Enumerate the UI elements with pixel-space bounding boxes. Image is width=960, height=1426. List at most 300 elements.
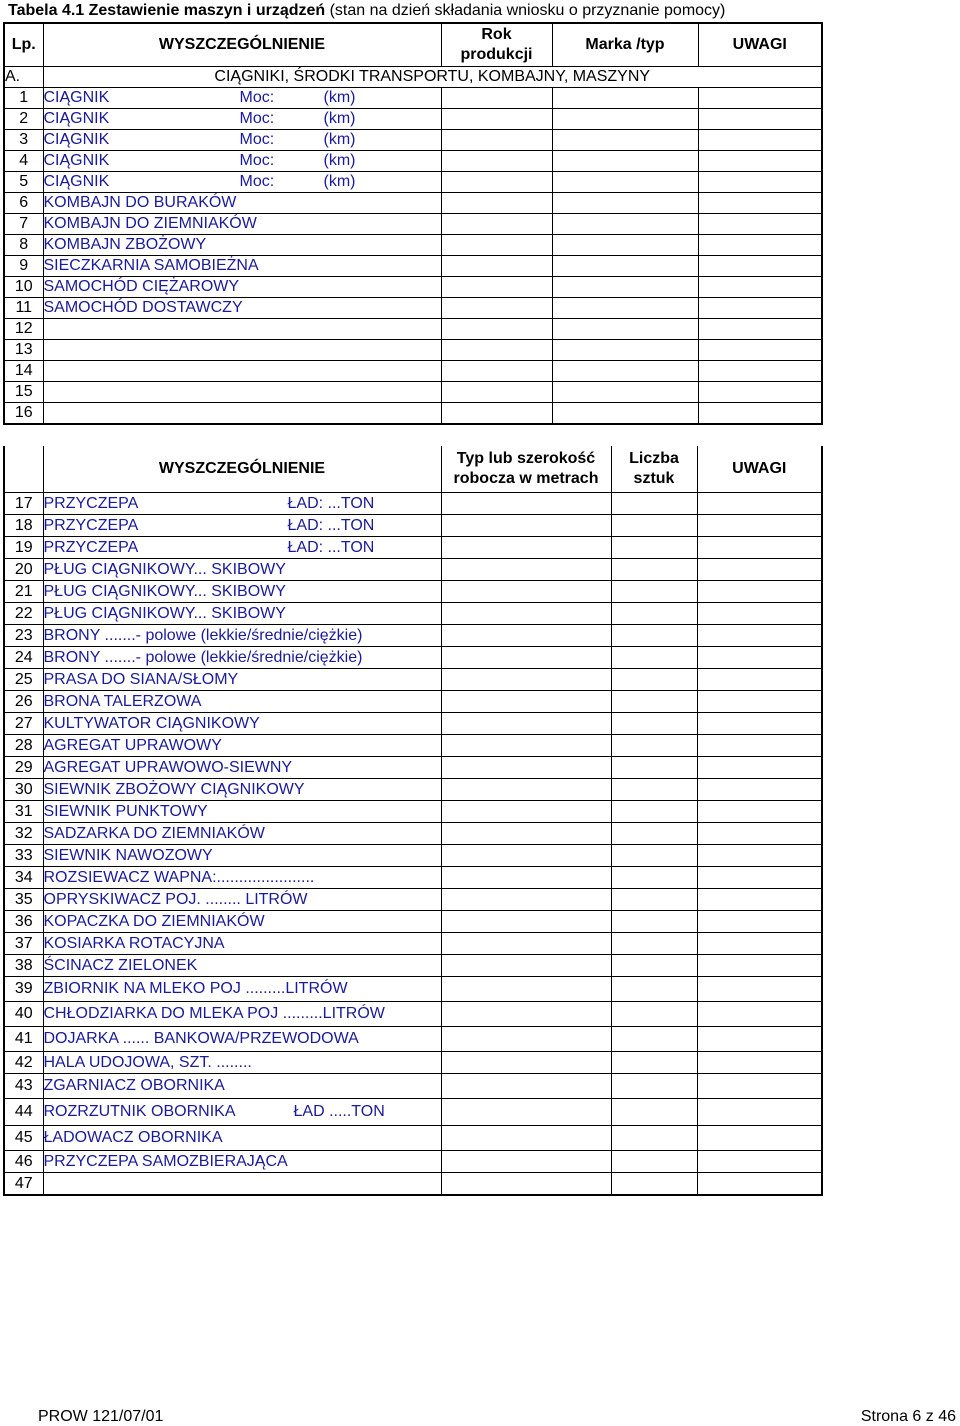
row-liczba[interactable] — [611, 1173, 697, 1196]
row-item — [43, 1151, 441, 1173]
row-uwagi[interactable] — [698, 214, 822, 235]
item-name: KOMBAJN ZBOŻOWY — [43, 236, 207, 253]
row-item — [43, 647, 441, 669]
item-name: AGREGAT UPRAWOWY — [43, 736, 222, 754]
row-number: 22 — [4, 603, 43, 625]
table-row — [4, 493, 822, 515]
row-uwagi[interactable] — [697, 581, 822, 603]
row-uwagi[interactable] — [697, 735, 822, 757]
table-row — [4, 1002, 822, 1027]
row-item — [43, 757, 441, 779]
item-name: KOMBAJN DO ZIEMNIAKÓW — [43, 215, 257, 232]
row-number: 44 — [4, 1099, 43, 1126]
row-liczba[interactable] — [611, 581, 697, 603]
row-item — [43, 1027, 441, 1052]
row-number: 11 — [4, 298, 43, 319]
row-rok-produkcji[interactable] — [441, 403, 552, 425]
row-item — [43, 1074, 441, 1099]
item-name: AGREGAT UPRAWOWO-SIEWNY — [43, 758, 293, 776]
row-uwagi[interactable] — [697, 801, 822, 823]
row-item — [43, 845, 441, 867]
row-marka-typ[interactable] — [552, 151, 698, 172]
row-typ[interactable] — [441, 779, 611, 801]
row-marka-typ[interactable] — [552, 130, 698, 151]
row-liczba[interactable] — [611, 537, 697, 559]
item-name: KULTYWATOR CIĄGNIKOWY — [43, 714, 260, 732]
row-liczba[interactable] — [611, 889, 697, 911]
row-item — [43, 801, 441, 823]
item-name: OPRYSKIWACZ POJ. ........ LITRÓW — [43, 890, 308, 908]
row-typ[interactable] — [441, 537, 611, 559]
row-marka-typ[interactable] — [552, 88, 698, 109]
row-liczba[interactable] — [611, 977, 697, 1002]
item-name: ZBIORNIK NA MLEKO POJ .........LITRÓW — [43, 980, 348, 997]
row-typ[interactable] — [441, 713, 611, 735]
item-param: Moc: — [239, 89, 275, 106]
row-rok-produkcji[interactable] — [441, 382, 552, 403]
row-typ[interactable] — [441, 735, 611, 757]
item-name: CIĄGNIK — [43, 110, 110, 127]
table-row — [4, 109, 822, 130]
row-uwagi[interactable] — [698, 172, 822, 193]
row-typ[interactable] — [441, 867, 611, 889]
row-number: 20 — [4, 559, 43, 581]
table-row — [4, 130, 822, 151]
row-liczba[interactable] — [611, 779, 697, 801]
row-item — [43, 256, 441, 277]
table-row — [4, 845, 822, 867]
header2-liczba: Liczba sztuk — [611, 446, 697, 493]
row-rok-produkcji[interactable] — [441, 235, 552, 256]
row-typ[interactable] — [441, 1099, 611, 1126]
table-row — [4, 757, 822, 779]
row-uwagi[interactable] — [697, 669, 822, 691]
row-uwagi[interactable] — [698, 382, 822, 403]
item-param: Moc: — [239, 173, 275, 190]
row-uwagi[interactable] — [697, 845, 822, 867]
table-row — [4, 361, 822, 382]
item-name: ZGARNIACZ OBORNIKA — [43, 1077, 225, 1094]
row-marka-typ[interactable] — [552, 277, 698, 298]
row-uwagi[interactable] — [697, 1074, 822, 1099]
row-number: 46 — [4, 1151, 43, 1173]
row-liczba[interactable] — [611, 735, 697, 757]
table-row — [4, 581, 822, 603]
row-liczba[interactable] — [611, 1099, 697, 1126]
row-uwagi[interactable] — [697, 977, 822, 1002]
row-rok-produkcji[interactable] — [441, 361, 552, 382]
item-unit: (km) — [323, 173, 356, 190]
item-name: SIECZKARNIA SAMOBIEŻNA — [43, 257, 259, 274]
row-typ[interactable] — [441, 1074, 611, 1099]
row-uwagi[interactable] — [697, 779, 822, 801]
row-uwagi[interactable] — [698, 109, 822, 130]
item-name: PRZYCZEPA — [43, 494, 139, 512]
row-item — [43, 735, 441, 757]
item-unit: (km) — [323, 110, 356, 127]
table-title-rest: (stan na dzień składania wniosku o przyznanie pomocy) — [325, 2, 726, 19]
row-liczba[interactable] — [611, 933, 697, 955]
item-name: SIEWNIK NAWOZOWY — [43, 846, 213, 864]
row-liczba[interactable] — [611, 1027, 697, 1052]
row-typ[interactable] — [441, 647, 611, 669]
row-uwagi[interactable] — [697, 823, 822, 845]
header-uwagi: UWAGI — [698, 23, 822, 67]
row-liczba[interactable] — [611, 1074, 697, 1099]
table-row — [4, 669, 822, 691]
table-row — [4, 559, 822, 581]
table-row — [4, 193, 822, 214]
header-lp: Lp. — [4, 23, 43, 67]
row-number: 43 — [4, 1074, 43, 1099]
row-liczba[interactable] — [611, 911, 697, 933]
item-name: ŚCINACZ ZIELONEK — [43, 956, 198, 974]
row-marka-typ[interactable] — [552, 109, 698, 130]
row-item — [43, 603, 441, 625]
row-uwagi[interactable] — [698, 277, 822, 298]
row-typ[interactable] — [441, 515, 611, 537]
row-uwagi[interactable] — [698, 256, 822, 277]
row-typ[interactable] — [441, 823, 611, 845]
row-item — [43, 361, 441, 382]
row-liczba[interactable] — [611, 955, 697, 977]
row-number: 28 — [4, 735, 43, 757]
item-name: SIEWNIK PUNKTOWY — [43, 802, 208, 820]
row-item — [43, 933, 441, 955]
row-number: 47 — [4, 1173, 43, 1196]
row-typ[interactable] — [441, 801, 611, 823]
row-typ[interactable] — [441, 889, 611, 911]
row-typ[interactable] — [441, 493, 611, 515]
row-item — [43, 559, 441, 581]
row-typ[interactable] — [441, 1126, 611, 1151]
row-item — [43, 1002, 441, 1027]
table-row — [4, 625, 822, 647]
row-number: 31 — [4, 801, 43, 823]
row-number: 37 — [4, 933, 43, 955]
row-liczba[interactable] — [611, 1151, 697, 1173]
table-row — [4, 911, 822, 933]
row-item — [43, 298, 441, 319]
row-uwagi[interactable] — [697, 515, 822, 537]
item-name: SAMOCHÓD DOSTAWCZY — [43, 299, 243, 316]
row-number: 30 — [4, 779, 43, 801]
row-uwagi[interactable] — [698, 130, 822, 151]
row-typ[interactable] — [441, 691, 611, 713]
row-liczba[interactable] — [611, 845, 697, 867]
row-uwagi[interactable] — [697, 625, 822, 647]
row-item — [43, 493, 441, 515]
row-marka-typ[interactable] — [552, 214, 698, 235]
row-rok-produkcji[interactable] — [441, 319, 552, 340]
row-uwagi[interactable] — [697, 1052, 822, 1074]
item-name: BRONY .......- polowe (lekkie/średnie/ciężkie) — [43, 648, 363, 666]
row-uwagi[interactable] — [697, 867, 822, 889]
header2-typ: Typ lub szerokość robocza w metrach — [441, 446, 611, 493]
header2-wyszczegolnienie: WYSZCZEGÓLNIENIE — [43, 446, 441, 493]
row-uwagi[interactable] — [697, 955, 822, 977]
row-number: 19 — [4, 537, 43, 559]
item-name: ROZRZUTNIK OBORNIKA — [43, 1103, 236, 1120]
row-number: 21 — [4, 581, 43, 603]
row-uwagi[interactable] — [697, 1099, 822, 1126]
row-rok-produkcji[interactable] — [441, 172, 552, 193]
row-rok-produkcji[interactable] — [441, 340, 552, 361]
item-name: KOMBAJN DO BURAKÓW — [43, 194, 237, 211]
row-marka-typ[interactable] — [552, 340, 698, 361]
row-uwagi[interactable] — [697, 493, 822, 515]
row-liczba[interactable] — [611, 1126, 697, 1151]
row-uwagi[interactable] — [697, 713, 822, 735]
row-number: 23 — [4, 625, 43, 647]
table-row — [4, 647, 822, 669]
item-name: CIĄGNIK — [43, 89, 110, 106]
row-rok-produkcji[interactable] — [441, 277, 552, 298]
section-letter: A. — [4, 67, 43, 88]
row-item — [43, 88, 441, 109]
item-param: ŁAD .....TON — [293, 1103, 385, 1120]
row-uwagi[interactable] — [698, 340, 822, 361]
row-marka-typ[interactable] — [552, 193, 698, 214]
table-row — [4, 172, 822, 193]
item-param: ŁAD: ...TON — [287, 538, 375, 556]
row-marka-typ[interactable] — [552, 298, 698, 319]
row-item — [43, 823, 441, 845]
row-rok-produkcji[interactable] — [441, 130, 552, 151]
row-liczba[interactable] — [611, 625, 697, 647]
row-typ[interactable] — [441, 603, 611, 625]
row-item — [43, 340, 441, 361]
row-number: 40 — [4, 1002, 43, 1027]
item-name: PŁUG CIĄGNIKOWY... SKIBOWY — [43, 582, 286, 600]
item-name: PRZYCZEPA — [43, 516, 139, 534]
row-item — [43, 1173, 441, 1196]
footer-form-code: PROW 121/07/01 — [38, 1408, 164, 1425]
row-uwagi[interactable] — [698, 361, 822, 382]
row-number: 41 — [4, 1027, 43, 1052]
table-row — [4, 867, 822, 889]
row-typ[interactable] — [441, 911, 611, 933]
row-number: 38 — [4, 955, 43, 977]
table-row — [4, 214, 822, 235]
table-row — [4, 1027, 822, 1052]
row-number: 34 — [4, 867, 43, 889]
row-number: 7 — [4, 214, 43, 235]
row-rok-produkcji[interactable] — [441, 88, 552, 109]
row-item — [43, 172, 441, 193]
item-param: Moc: — [239, 131, 275, 148]
header-marka-typ: Marka /typ — [552, 23, 698, 67]
item-name: KOSIARKA ROTACYJNA — [43, 934, 225, 952]
row-liczba[interactable] — [611, 757, 697, 779]
row-rok-produkcji[interactable] — [441, 214, 552, 235]
row-rok-produkcji[interactable] — [441, 298, 552, 319]
table-title — [8, 2, 725, 20]
row-typ[interactable] — [441, 1052, 611, 1074]
table-row — [4, 955, 822, 977]
row-number: 1 — [4, 88, 43, 109]
item-name: DOJARKA ...... BANKOWA/PRZEWODOWA — [43, 1030, 359, 1047]
row-marka-typ[interactable] — [552, 172, 698, 193]
row-rok-produkcji[interactable] — [441, 256, 552, 277]
header-empty — [4, 446, 43, 493]
row-item — [43, 779, 441, 801]
row-uwagi[interactable] — [697, 691, 822, 713]
machines-table-b — [3, 446, 823, 1196]
row-typ[interactable] — [441, 1027, 611, 1052]
table-row — [4, 933, 822, 955]
item-name: CHŁODZIARKA DO MLEKA POJ .........LITRÓW — [43, 1005, 385, 1022]
row-marka-typ[interactable] — [552, 256, 698, 277]
row-number: 36 — [4, 911, 43, 933]
row-uwagi[interactable] — [697, 933, 822, 955]
row-item — [43, 235, 441, 256]
item-param: Moc: — [239, 110, 275, 127]
row-item — [43, 109, 441, 130]
row-number: 5 — [4, 172, 43, 193]
row-item — [43, 669, 441, 691]
row-number: 24 — [4, 647, 43, 669]
item-name: SADZARKA DO ZIEMNIAKÓW — [43, 824, 265, 842]
row-number: 18 — [4, 515, 43, 537]
row-marka-typ[interactable] — [552, 403, 698, 425]
table-row — [4, 1074, 822, 1099]
row-liczba[interactable] — [611, 515, 697, 537]
table-row — [4, 151, 822, 172]
table-title-bold: Tabela 4.1 Zestawienie maszyn i urządzeń — [8, 2, 326, 19]
row-uwagi[interactable] — [697, 1151, 822, 1173]
row-uwagi[interactable] — [698, 319, 822, 340]
row-liczba[interactable] — [611, 867, 697, 889]
row-number: 9 — [4, 256, 43, 277]
table-row — [4, 298, 822, 319]
row-typ[interactable] — [441, 845, 611, 867]
row-number: 35 — [4, 889, 43, 911]
row-item — [43, 1099, 441, 1126]
row-liczba[interactable] — [611, 669, 697, 691]
item-name: PRZYCZEPA SAMOZBIERAJĄCA — [43, 1152, 288, 1170]
row-uwagi[interactable] — [697, 1126, 822, 1151]
row-typ[interactable] — [441, 977, 611, 1002]
row-marka-typ[interactable] — [552, 382, 698, 403]
row-rok-produkcji[interactable] — [441, 109, 552, 130]
item-name: PRASA DO SIANA/SŁOMY — [43, 670, 239, 688]
row-typ[interactable] — [441, 581, 611, 603]
row-liczba[interactable] — [611, 603, 697, 625]
row-item — [43, 713, 441, 735]
row-typ[interactable] — [441, 1002, 611, 1027]
row-item — [43, 625, 441, 647]
row-typ[interactable] — [441, 625, 611, 647]
row-liczba[interactable] — [611, 1002, 697, 1027]
row-item — [43, 151, 441, 172]
row-item — [43, 277, 441, 298]
row-number: 10 — [4, 277, 43, 298]
table-row — [4, 88, 822, 109]
table-row — [4, 1099, 822, 1126]
row-uwagi[interactable] — [698, 403, 822, 425]
row-uwagi[interactable] — [698, 235, 822, 256]
row-liczba[interactable] — [611, 691, 697, 713]
row-typ[interactable] — [441, 933, 611, 955]
table-row — [4, 1052, 822, 1074]
row-item — [43, 955, 441, 977]
row-number: 39 — [4, 977, 43, 1002]
row-marka-typ[interactable] — [552, 319, 698, 340]
table-row — [4, 735, 822, 757]
row-number: 27 — [4, 713, 43, 735]
row-typ[interactable] — [441, 1151, 611, 1173]
row-item — [43, 382, 441, 403]
row-liczba[interactable] — [611, 801, 697, 823]
row-uwagi[interactable] — [697, 889, 822, 911]
item-unit: (km) — [323, 131, 356, 148]
row-uwagi[interactable] — [698, 298, 822, 319]
machines-table-a — [3, 22, 823, 425]
row-liczba[interactable] — [611, 823, 697, 845]
row-uwagi[interactable] — [698, 151, 822, 172]
row-uwagi[interactable] — [697, 537, 822, 559]
row-typ[interactable] — [441, 559, 611, 581]
row-number: 16 — [4, 403, 43, 425]
item-name: HALA UDOJOWA, SZT. ........ — [43, 1053, 252, 1071]
row-uwagi[interactable] — [697, 1027, 822, 1052]
item-unit: (km) — [323, 152, 356, 169]
row-uwagi[interactable] — [697, 911, 822, 933]
row-item — [43, 214, 441, 235]
table-row — [4, 537, 822, 559]
row-item — [43, 977, 441, 1002]
row-uwagi[interactable] — [698, 88, 822, 109]
row-typ[interactable] — [441, 669, 611, 691]
row-number: 6 — [4, 193, 43, 214]
row-marka-typ[interactable] — [552, 235, 698, 256]
row-rok-produkcji[interactable] — [441, 193, 552, 214]
row-uwagi[interactable] — [697, 603, 822, 625]
row-uwagi[interactable] — [697, 1173, 822, 1196]
row-number: 25 — [4, 669, 43, 691]
table-row — [4, 823, 822, 845]
row-typ[interactable] — [441, 757, 611, 779]
row-number: 13 — [4, 340, 43, 361]
header-wyszczegolnienie: WYSZCZEGÓLNIENIE — [43, 23, 441, 67]
row-typ[interactable] — [441, 955, 611, 977]
row-typ[interactable] — [441, 1173, 611, 1196]
row-rok-produkcji[interactable] — [441, 151, 552, 172]
row-uwagi[interactable] — [697, 757, 822, 779]
row-liczba[interactable] — [611, 647, 697, 669]
item-unit: (km) — [323, 89, 356, 106]
row-liczba[interactable] — [611, 1052, 697, 1074]
table-row — [4, 779, 822, 801]
row-item — [43, 1126, 441, 1151]
row-uwagi[interactable] — [698, 193, 822, 214]
row-uwagi[interactable] — [697, 1002, 822, 1027]
item-param: Moc: — [239, 152, 275, 169]
row-number: 2 — [4, 109, 43, 130]
row-number: 14 — [4, 361, 43, 382]
row-uwagi[interactable] — [697, 647, 822, 669]
row-liczba[interactable] — [611, 713, 697, 735]
item-param: ŁAD: ...TON — [287, 494, 375, 512]
row-marka-typ[interactable] — [552, 361, 698, 382]
row-item — [43, 1052, 441, 1074]
table-row — [4, 235, 822, 256]
row-liczba[interactable] — [611, 559, 697, 581]
row-uwagi[interactable] — [697, 559, 822, 581]
table-row — [4, 277, 822, 298]
row-liczba[interactable] — [611, 493, 697, 515]
